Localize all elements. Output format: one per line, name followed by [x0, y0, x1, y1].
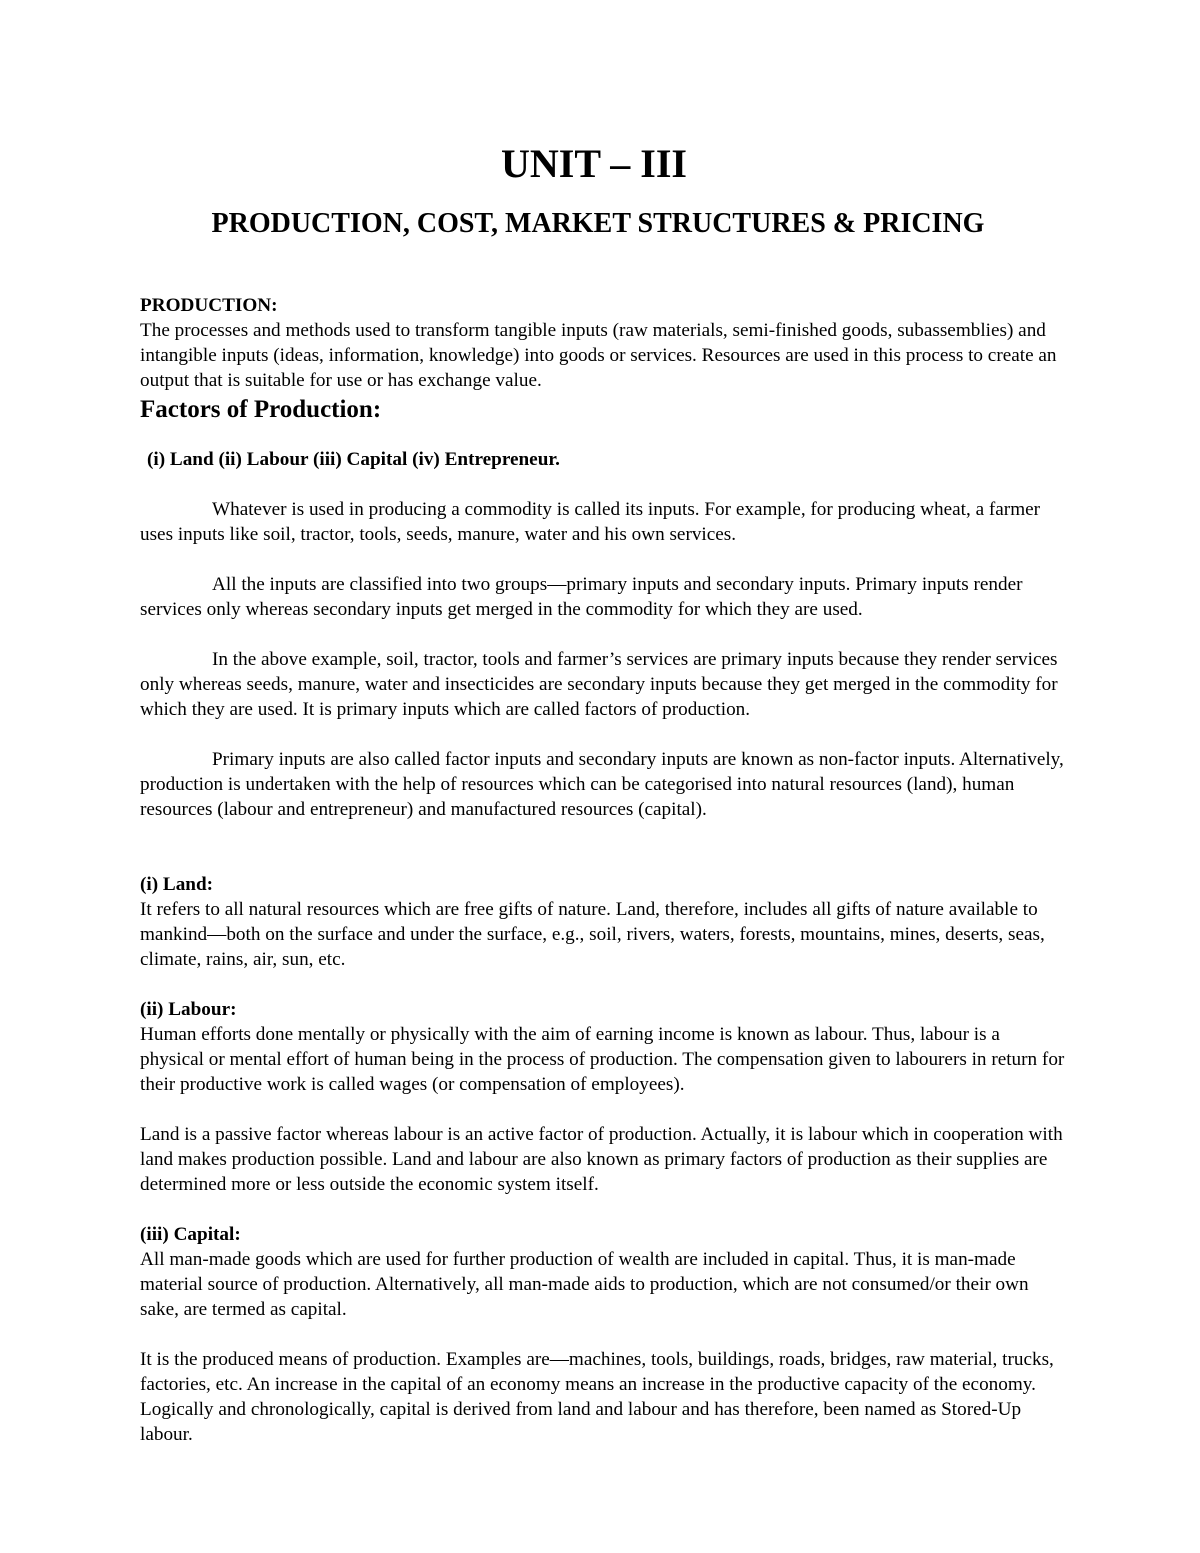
- production-definition: The processes and methods used to transform tangible inputs (raw materials, semi-finished goods, subassemblies) and intangible inputs (ideas, information, knowledge) into goods or services. Resources are used in this process to create an output that is suitable for use or has exchange value.: [140, 320, 1057, 391]
- factors-paragraph-1: Whatever is used in producing a commodity is called its inputs. For example, for producing wheat, a farmer uses inputs like soil, tractor, tools, seeds, manure, water and his own services.: [140, 499, 1041, 545]
- unit-title: UNIT – III: [501, 141, 687, 186]
- capital-text-2: It is the produced means of production. Examples are—machines, tools, buildings, roads, bridges, raw material, trucks, factories, etc. An increase in the capital of an economy means an increase in the productive capacity of the economy. Logically and chronologically, capital is derived from land and labour and has therefore, been named as Stored-Up labour.: [140, 1349, 1054, 1445]
- factors-paragraph-4: Primary inputs are also called factor inputs and secondary inputs are known as non-factor inputs. Alternatively, production is undertaken with the help of resources which can be categorised into natural resources (land), human resources (labour and entrepreneur) and manufactured resources (capital).: [140, 749, 1064, 820]
- factors-paragraph-2: All the inputs are classified into two groups—primary inputs and secondary inputs. Primary inputs render services only whereas secondary inputs get merged in the commodity for which they are used.: [140, 574, 1023, 620]
- factors-heading: Factors of Production:: [140, 396, 382, 423]
- document-body: [140, 293, 1065, 1447]
- land-heading: (i) Land:: [140, 874, 214, 895]
- capital-heading: (iii) Capital:: [140, 1224, 241, 1245]
- labour-text: Human efforts done mentally or physically with the aim of earning income is known as labour. Thus, labour is a physical or mental effort of human being in the process of production. The compensation given to labourers in return for their productive work is called wages (or compensation of employees).: [140, 1024, 1065, 1095]
- factors-paragraph-3: In the above example, soil, tractor, tools and farmer’s services are primary inputs because they render services only whereas seeds, manure, water and insecticides are secondary inputs because they get merged in the commodity for which they are used. It is primary inputs which are called factors of production.: [140, 649, 1058, 720]
- labour-heading: (ii) Labour:: [140, 999, 237, 1020]
- labour-text-2: Land is a passive factor whereas labour is an active factor of production. Actually, it is labour which in cooperation with land makes production possible. Land and labour are also known as primary factors of production as their supplies are determined more or less outside the economic system itself.: [140, 1124, 1063, 1195]
- factors-list: (i) Land (ii) Labour (iii) Capital (iv) Entrepreneur.: [147, 449, 560, 470]
- production-heading: PRODUCTION:: [140, 295, 278, 316]
- unit-subtitle: PRODUCTION, COST, MARKET STRUCTURES & PRICING: [211, 208, 985, 239]
- capital-text: All man-made goods which are used for further production of wealth are included in capital. Thus, it is man-made material source of production. Alternatively, all man-made aids to production, which are not consumed/or their own sake, are termed as capital.: [140, 1249, 1029, 1320]
- land-text: It refers to all natural resources which are free gifts of nature. Land, therefore, includes all gifts of nature available to mankind—both on the surface and under the surface, e.g., soil, rivers, waters, forests, mountains, mines, deserts, seas, climate, rains, air, sun, etc.: [140, 899, 1045, 970]
